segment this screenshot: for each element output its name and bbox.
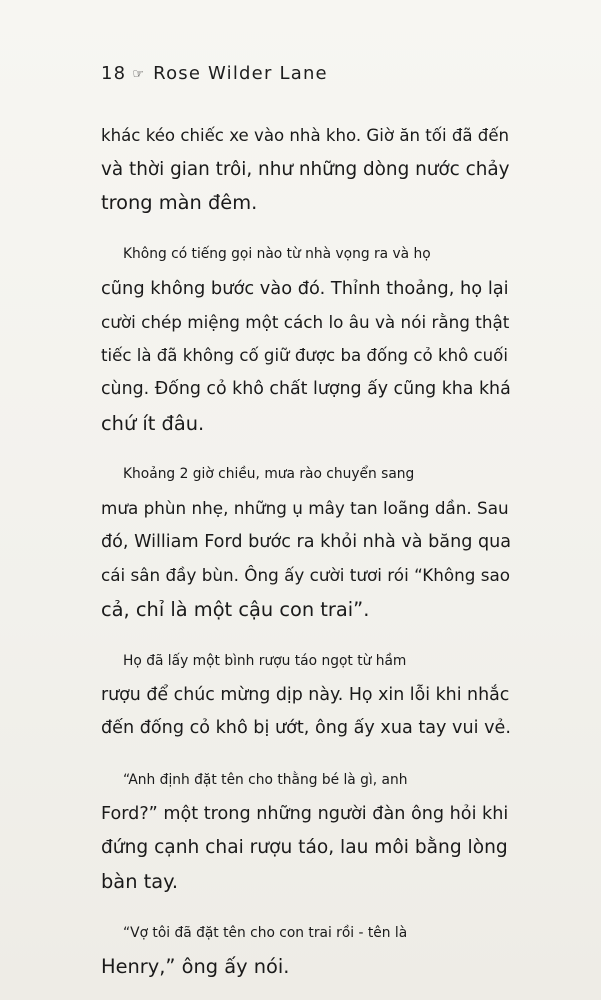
text-line: cũng không bước vào đó. Thỉnh thoảng, họ lại bbox=[101, 277, 509, 299]
paragraph bbox=[101, 119, 511, 220]
text-line: tiếc là đã không cố giữ được ba đống cỏ khô cuối bbox=[101, 346, 508, 366]
paragraph-gap bbox=[101, 440, 511, 458]
text-line: Henry,” ông ấy nói. bbox=[101, 955, 290, 979]
paragraph bbox=[101, 238, 511, 440]
text-line: Họ đã lấy một bình rượu táo ngọt từ hầm bbox=[123, 652, 407, 669]
running-header bbox=[101, 62, 328, 87]
text-line: “Anh định đặt tên cho thằng bé là gì, anh bbox=[123, 771, 408, 788]
text-line: và thời gian trôi, như những dòng nước chảy bbox=[101, 158, 510, 180]
paragraph-gap bbox=[101, 627, 511, 645]
text-line: đến đống cỏ khô bị ướt, ông ấy xua tay vui vẻ. bbox=[101, 718, 511, 739]
text-line: chứ ít đâu. bbox=[101, 411, 205, 435]
paragraph-gap bbox=[101, 746, 511, 764]
text-line: Ford?” một trong những người đàn ông hỏi khi bbox=[101, 803, 509, 824]
text-line: khác kéo chiếc xe vào nhà kho. Giờ ăn tối đã đến bbox=[101, 126, 510, 145]
text-line: Khoảng 2 giờ chiều, mưa rào chuyển sang bbox=[123, 466, 415, 483]
text-line: rượu để chúc mừng dịp này. Họ xin lỗi khi nhắc bbox=[101, 684, 510, 705]
text-line: cười chép miệng một cách lo âu và nói rằng thật bbox=[101, 311, 510, 332]
body-text bbox=[101, 119, 511, 984]
paragraph bbox=[101, 645, 511, 746]
text-line: “Vợ tôi đã đặt tên cho con trai rồi - tên là bbox=[123, 924, 408, 941]
paragraph bbox=[101, 458, 511, 627]
text-line: mưa phùn nhẹ, những ụ mây tan loãng dần. Sau bbox=[101, 498, 509, 519]
text-line: Không có tiếng gọi nào từ nhà vọng ra và họ bbox=[123, 246, 431, 263]
paragraph-gap bbox=[101, 220, 511, 238]
page-number: 18 bbox=[101, 63, 127, 84]
paragraph bbox=[101, 764, 511, 899]
paragraph-gap bbox=[101, 899, 511, 917]
text-line: trong màn đêm. bbox=[101, 191, 258, 215]
text-line: cả, chỉ là một cậu con trai”. bbox=[101, 598, 370, 622]
text-line: bàn tay. bbox=[101, 870, 179, 894]
text-line: đó, William Ford bước ra khỏi nhà và băng qua bbox=[101, 531, 512, 552]
text-line: cái sân đầy bùn. Ông ấy cười tươi rói “Không sao bbox=[101, 565, 511, 586]
pointing-hand-icon: ☞ bbox=[132, 67, 146, 82]
paragraph bbox=[101, 917, 511, 984]
text-line: cùng. Đống cỏ khô chất lượng ấy cũng kha khá bbox=[101, 378, 511, 399]
text-line: đứng cạnh chai rượu táo, lau môi bằng lòng bbox=[101, 837, 508, 859]
running-title: Rose Wilder Lane bbox=[153, 63, 328, 84]
